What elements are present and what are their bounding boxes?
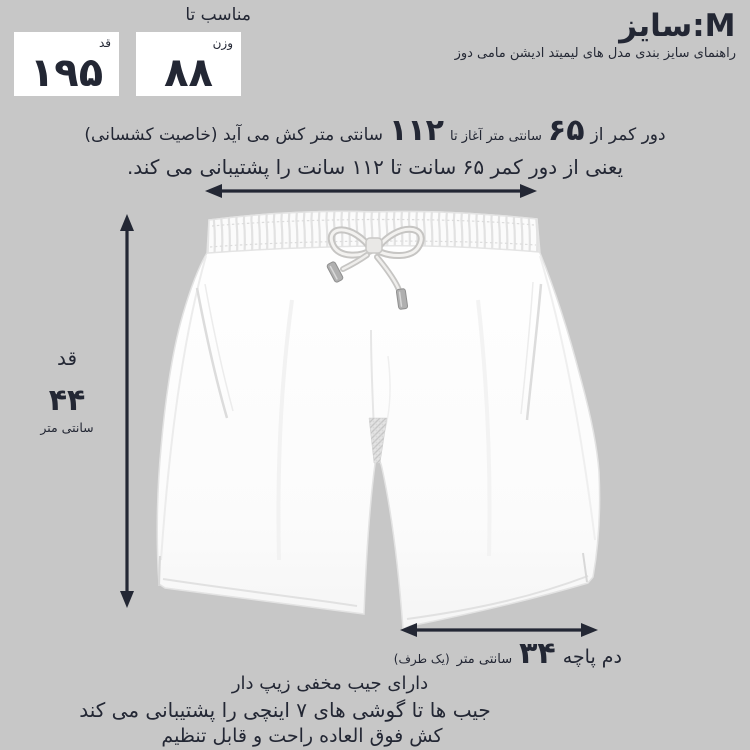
waist-suffix: سانتی متر کش می آید (خاصیت کشسانی) [84, 125, 384, 145]
length-unit: سانتی متر [40, 420, 94, 435]
footer-note-pocket: دارای جیب مخفی زیپ دار [231, 673, 429, 694]
height-box [14, 32, 119, 96]
weight-box-label: وزن [212, 36, 233, 50]
leg-measure-label [393, 636, 622, 671]
length-measure-arrow [120, 214, 134, 608]
waist-measure-arrow [205, 184, 537, 198]
size-title: سایز:M [619, 8, 736, 44]
leg-value: ۳۴ [519, 636, 556, 671]
height-box-value: ۱۹۵ [29, 50, 104, 96]
waist-min-value: ۶۵ [547, 113, 585, 148]
length-measure-label [24, 346, 110, 435]
leg-unit: سانتی متر [456, 652, 513, 667]
footer-note-elastic: کش فوق العاده راحت و قابل تنظیم [161, 725, 443, 747]
waist-note [0, 113, 750, 179]
length-name: قد [56, 346, 78, 370]
length-value: ۴۴ [48, 383, 86, 418]
waist-middle: سانتی متر آغاز تا [450, 129, 542, 144]
footer-notes [0, 671, 620, 749]
waist-max-value: ۱۱۲ [389, 113, 444, 148]
leg-name: دم پاچه [562, 646, 622, 668]
fit-panel-heading: مناسب تا [185, 5, 251, 25]
leg-measure-arrow [400, 623, 598, 637]
waist-note-line2: یعنی از دور کمر ۶۵ سانت تا ۱۱۲ سانت را پشتیبانی می کند. [126, 155, 624, 179]
shorts-product-image [157, 211, 599, 629]
fit-panel [14, 5, 251, 96]
weight-box-value: ۸۸ [164, 50, 213, 96]
waist-note-line1 [0, 113, 750, 148]
height-box-label: قد [98, 36, 111, 50]
size-guide-subtitle: راهنمای سایز بندی مدل های لیمیتد ادیشن مامی دوز [454, 46, 736, 61]
fit-boxes [14, 32, 251, 96]
footer-note-phone: جیب ها تا گوشی های ۷ اینچی را پشتیبانی می کند [79, 698, 491, 722]
leg-note: (یک طرف) [393, 652, 450, 666]
weight-box [136, 32, 241, 96]
header [455, 8, 736, 61]
waist-prefix: دور کمر از [590, 125, 666, 145]
